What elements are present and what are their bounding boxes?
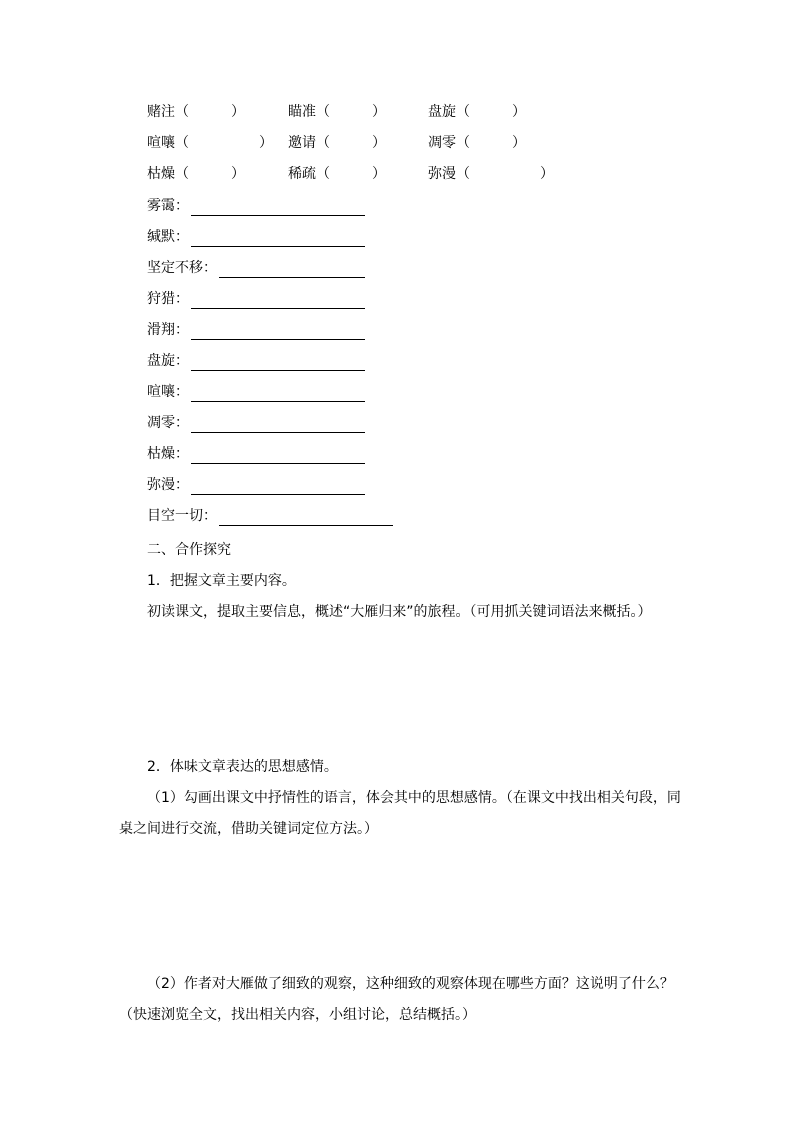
- pinyin-item: 枯燥（ ）: [147, 166, 245, 182]
- definition-row: [147, 320, 365, 342]
- definition-row: [147, 289, 365, 311]
- definition-row: [147, 196, 365, 218]
- answer-blank[interactable]: [219, 261, 365, 278]
- definition-row: [147, 444, 365, 466]
- definition-term: 缄默：: [147, 229, 189, 245]
- definition-term: 盘旋：: [147, 353, 189, 369]
- definition-term: 凋零：: [147, 415, 189, 431]
- definition-row: [147, 227, 365, 249]
- answer-blank[interactable]: [191, 354, 365, 371]
- question-title: 2．体味文章表达的思想感情。: [147, 759, 338, 775]
- pinyin-item: 瞄准（ ）: [288, 104, 386, 120]
- pinyin-item: 盘旋（ ）: [428, 104, 526, 120]
- definition-term: 喧嚷：: [147, 384, 189, 400]
- definition-row: [147, 382, 365, 404]
- answer-blank[interactable]: [191, 447, 365, 464]
- question-body: 桌之间进行交流，借助关键词定位方法。）: [119, 821, 378, 837]
- definition-term: 目空一切：: [147, 508, 217, 524]
- pinyin-item: 稀疏（ ）: [288, 166, 386, 182]
- answer-blank[interactable]: [191, 385, 365, 402]
- question-body: 初读课文，提取主要信息，概述“大雁归来”的旅程。（可用抓关键词语法来概括。）: [147, 604, 652, 620]
- answer-blank[interactable]: [191, 478, 365, 495]
- question-body: （快速浏览全文，找出相关内容，小组讨论，总结概括。）: [119, 1007, 476, 1023]
- answer-blank[interactable]: [219, 509, 393, 526]
- pinyin-item: 喧嚷（ ）: [147, 135, 273, 151]
- definition-row: [147, 413, 365, 435]
- question-title: 1．把握文章主要内容。: [147, 573, 296, 589]
- question-body: （1）勾画出课文中抒情性的语言，体会其中的思想感情。（在课文中找出相关句段，同: [147, 790, 681, 806]
- definition-row: [147, 258, 365, 280]
- definition-row: [147, 351, 365, 373]
- section-heading: 二、合作探究: [147, 542, 231, 558]
- answer-blank[interactable]: [191, 292, 365, 309]
- definition-row: [147, 506, 393, 528]
- pinyin-item: 赌注（ ）: [147, 104, 245, 120]
- definition-row: [147, 475, 365, 497]
- definition-term: 雾霭：: [147, 198, 189, 214]
- answer-blank[interactable]: [191, 199, 365, 216]
- definition-term: 弥漫：: [147, 477, 189, 493]
- pinyin-item: 凋零（ ）: [428, 135, 526, 151]
- answer-blank[interactable]: [191, 323, 365, 340]
- pinyin-item: 弥漫（ ）: [428, 166, 554, 182]
- question-body: （2）作者对大雁做了细致的观察，这种细致的观察体现在哪些方面？这说明了什么？: [147, 976, 674, 992]
- pinyin-item: 邀请（ ）: [288, 135, 386, 151]
- definition-term: 枯燥：: [147, 446, 189, 462]
- definition-term: 滑翔：: [147, 322, 189, 338]
- definition-term: 坚定不移：: [147, 260, 217, 276]
- definition-term: 狩猎：: [147, 291, 189, 307]
- answer-blank[interactable]: [191, 230, 365, 247]
- answer-blank[interactable]: [191, 416, 365, 433]
